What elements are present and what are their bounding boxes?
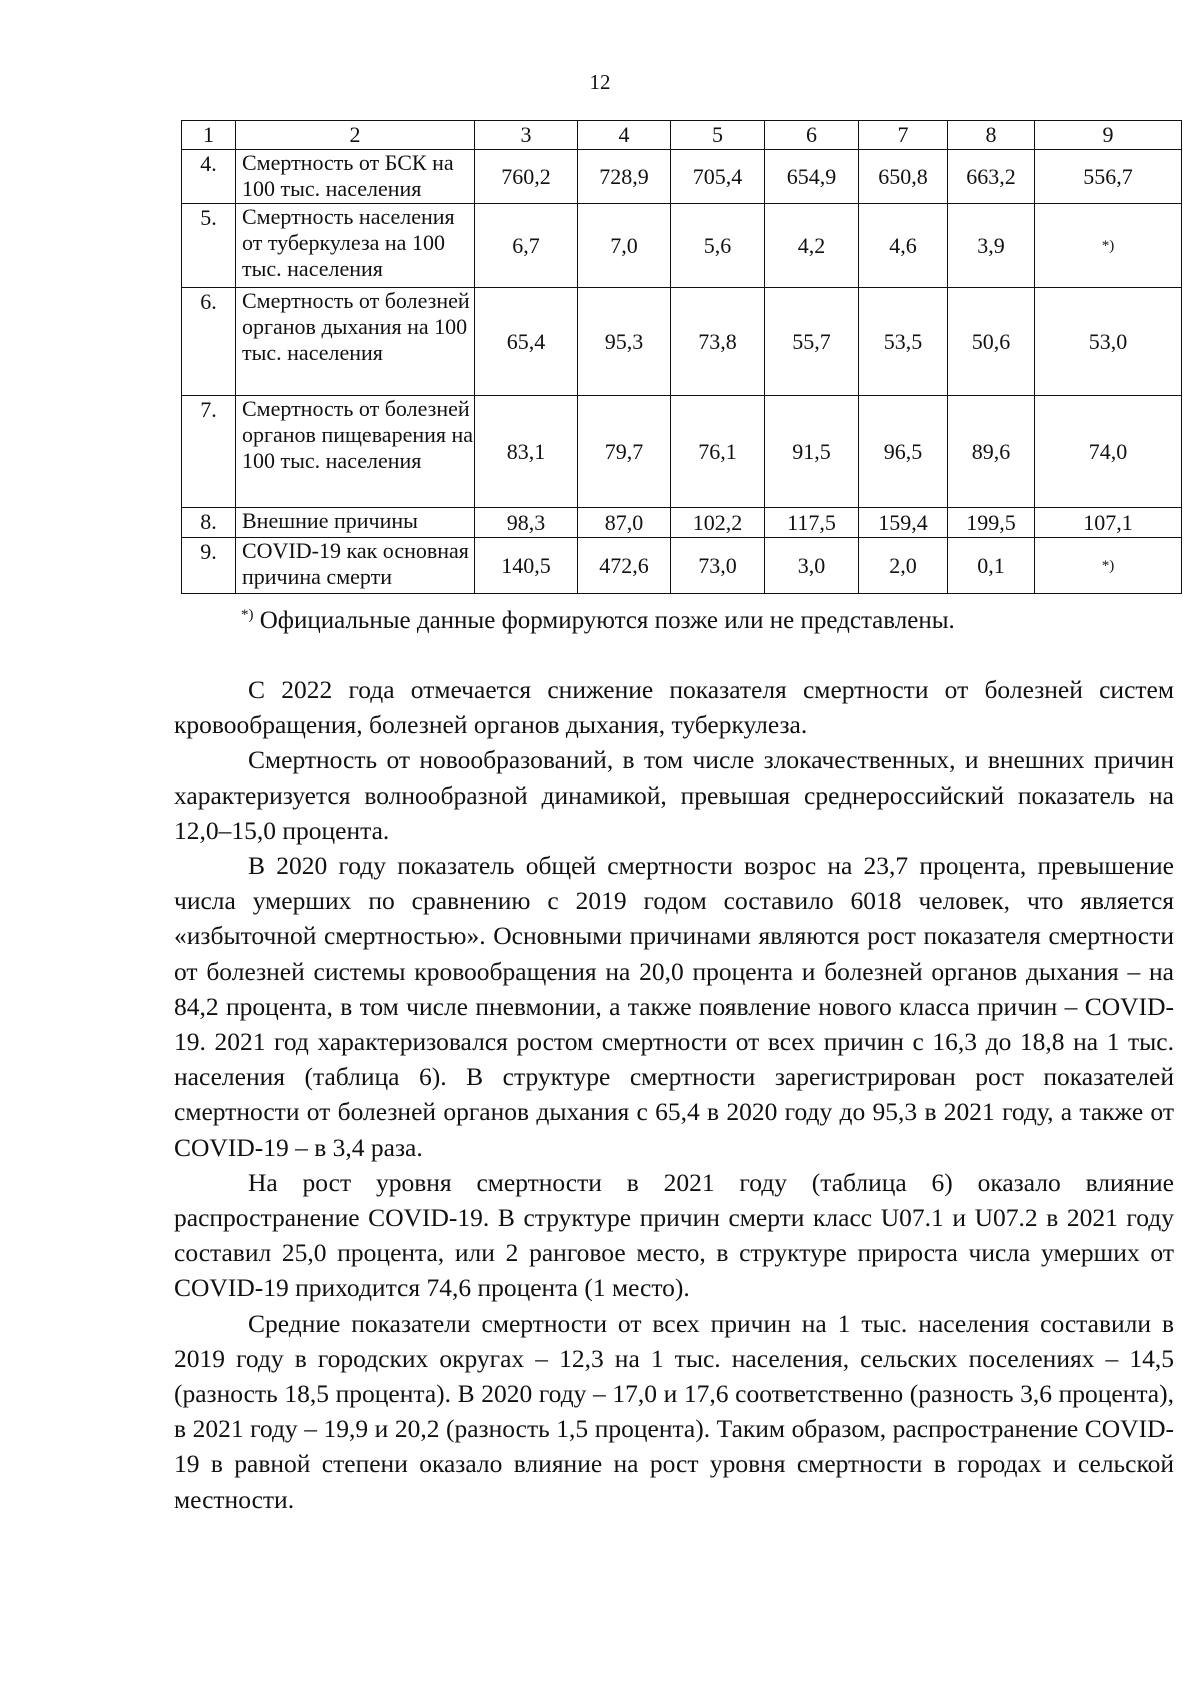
table-cell: 556,7	[1035, 150, 1182, 204]
table-row	[182, 288, 1182, 396]
row-indicator-name: Смертность от болезней органов дыхания на 100 тыс. населения	[236, 288, 475, 396]
row-number: 4.	[182, 150, 236, 204]
row-indicator-name: Внешние причины	[236, 508, 475, 538]
table-cell: 107,1	[1035, 508, 1182, 538]
table-cell: 199,5	[948, 508, 1035, 538]
row-indicator-name: Смертность от болезней органов пищеварения на 100 тыс. населения	[236, 396, 475, 508]
table-cell: 89,6	[948, 396, 1035, 508]
row-number: 5.	[182, 204, 236, 288]
paragraph: С 2022 года отмечается снижение показателя смертности от болезней систем кровообращения, болезней органов дыхания, туберкулеза.	[174, 675, 1174, 740]
row-indicator-name: COVID-19 как основная причина смерти	[236, 538, 475, 594]
table-cell: 140,5	[475, 538, 578, 594]
table-cell: 3,9	[948, 204, 1035, 288]
table-cell: 2,0	[859, 538, 948, 594]
table-cell: 74,0	[1035, 396, 1182, 508]
table-cell: 98,3	[475, 508, 578, 538]
table-cell: 760,2	[475, 150, 578, 204]
table-cell: 102,2	[671, 508, 765, 538]
body-text	[174, 672, 1174, 1517]
table-cell: 663,2	[948, 150, 1035, 204]
table-cell: 4,2	[765, 204, 859, 288]
table-cell: 76,1	[671, 396, 765, 508]
row-number: 8.	[182, 508, 236, 538]
table-cell: 654,9	[765, 150, 859, 204]
mortality-table	[181, 120, 1182, 594]
row-indicator-name: Смертность населения от туберкулеза на 100 тыс. населения	[236, 204, 475, 288]
table-cell: 83,1	[475, 396, 578, 508]
table-row	[182, 150, 1182, 204]
table-cell: 96,5	[859, 396, 948, 508]
table-cell: 50,6	[948, 288, 1035, 396]
table-header-cell: 8	[948, 121, 1035, 150]
table-cell: 91,5	[765, 396, 859, 508]
row-indicator-name: Смертность от БСК на 100 тыс. населения	[236, 150, 475, 204]
table-row	[182, 538, 1182, 594]
row-number: 7.	[182, 396, 236, 508]
table-row	[182, 204, 1182, 288]
table-header-cell: 7	[859, 121, 948, 150]
table-header-cell: 2	[236, 121, 475, 150]
table-cell: 728,9	[578, 150, 671, 204]
table-row	[182, 396, 1182, 508]
table-header-cell: 4	[578, 121, 671, 150]
table-cell: 73,8	[671, 288, 765, 396]
table-footnote	[241, 607, 955, 635]
table-cell: 0,1	[948, 538, 1035, 594]
footnote-mark: *)	[241, 607, 254, 623]
footnote-mark-cell: *)	[1035, 538, 1182, 594]
footnote-mark-cell: *)	[1035, 204, 1182, 288]
table-cell: 3,0	[765, 538, 859, 594]
table-cell: 5,6	[671, 204, 765, 288]
table-header-cell: 6	[765, 121, 859, 150]
table-cell: 53,0	[1035, 288, 1182, 396]
footnote-text: Официальные данные формируются позже или не представлены.	[253, 607, 955, 634]
table-cell: 79,7	[578, 396, 671, 508]
table-cell: 472,6	[578, 538, 671, 594]
paragraph: Средние показатели смертности от всех причин на 1 тыс. населения составили в 2019 году в городских округах – 12,3 на 1 тыс. населения, сельских поселениях – 14,5 (разность 18,5 процента). В 2020 году – 17,0 и 17,6 соответственно (разность 3,6 процента), в 2021 году – 19,9 и 20,2 (разность 1,5 процента). Таким образом, распространение COVID-19 в равной степени оказало влияние на рост уровня смертности в городах и сельской местности.	[174, 1308, 1174, 1514]
table-cell: 705,4	[671, 150, 765, 204]
table-cell: 55,7	[765, 288, 859, 396]
paragraph: Смертность от новообразований, в том числе злокачественных, и внешних причин характеризуется волнообразной динамикой, превышая среднероссийский показатель на 12,0–15,0 процента.	[174, 745, 1174, 845]
table-cell: 4,6	[859, 204, 948, 288]
table-header-cell: 9	[1035, 121, 1182, 150]
table-cell: 7,0	[578, 204, 671, 288]
table-cell: 650,8	[859, 150, 948, 204]
table-cell: 73,0	[671, 538, 765, 594]
table-cell: 117,5	[765, 508, 859, 538]
table-cell: 87,0	[578, 508, 671, 538]
paragraph: В 2020 году показатель общей смертности возрос на 23,7 процента, превышение числа умерших по сравнению с 2019 годом составило 6018 человек, что является «избыточной смертностью». Основными причинами являются рост показателя смертности от болезней системы кровообращения на 20,0 процента и болезней органов дыхания – на 84,2 процента, в том числе пневмонии, а также появление нового класса причин – COVID-19. 2021 год характеризовался ростом смертности от всех причин с 16,3 до 18,8 на 1 тыс. населения (таблица 6). В структуре смертности зарегистрирован рост показателей смертности от болезней органов дыхания с 65,4 в 2020 году до 95,3 в 2021 году, а также от COVID-19 – в 3,4 раза.	[174, 851, 1174, 1162]
table-header-cell: 5	[671, 121, 765, 150]
table-cell: 65,4	[475, 288, 578, 396]
row-number: 6.	[182, 288, 236, 396]
table-cell: 53,5	[859, 288, 948, 396]
row-number: 9.	[182, 538, 236, 594]
table-cell: 95,3	[578, 288, 671, 396]
table-header-cell: 1	[182, 121, 236, 150]
table-header-row	[182, 121, 1182, 150]
table-cell: 6,7	[475, 204, 578, 288]
paragraph: На рост уровня смертности в 2021 году (таблица 6) оказало влияние распространение COVID-19. В структуре причин смерти класс U07.1 и U07.2 в 2021 году составил 25,0 процента, или 2 ранговое место, в структуре прироста числа умерших от COVID-19 приходится 74,6 процента (1 место).	[174, 1167, 1174, 1303]
page-number: 12	[589, 70, 611, 94]
table-header-cell: 3	[475, 121, 578, 150]
table-row	[182, 508, 1182, 538]
table-cell: 159,4	[859, 508, 948, 538]
